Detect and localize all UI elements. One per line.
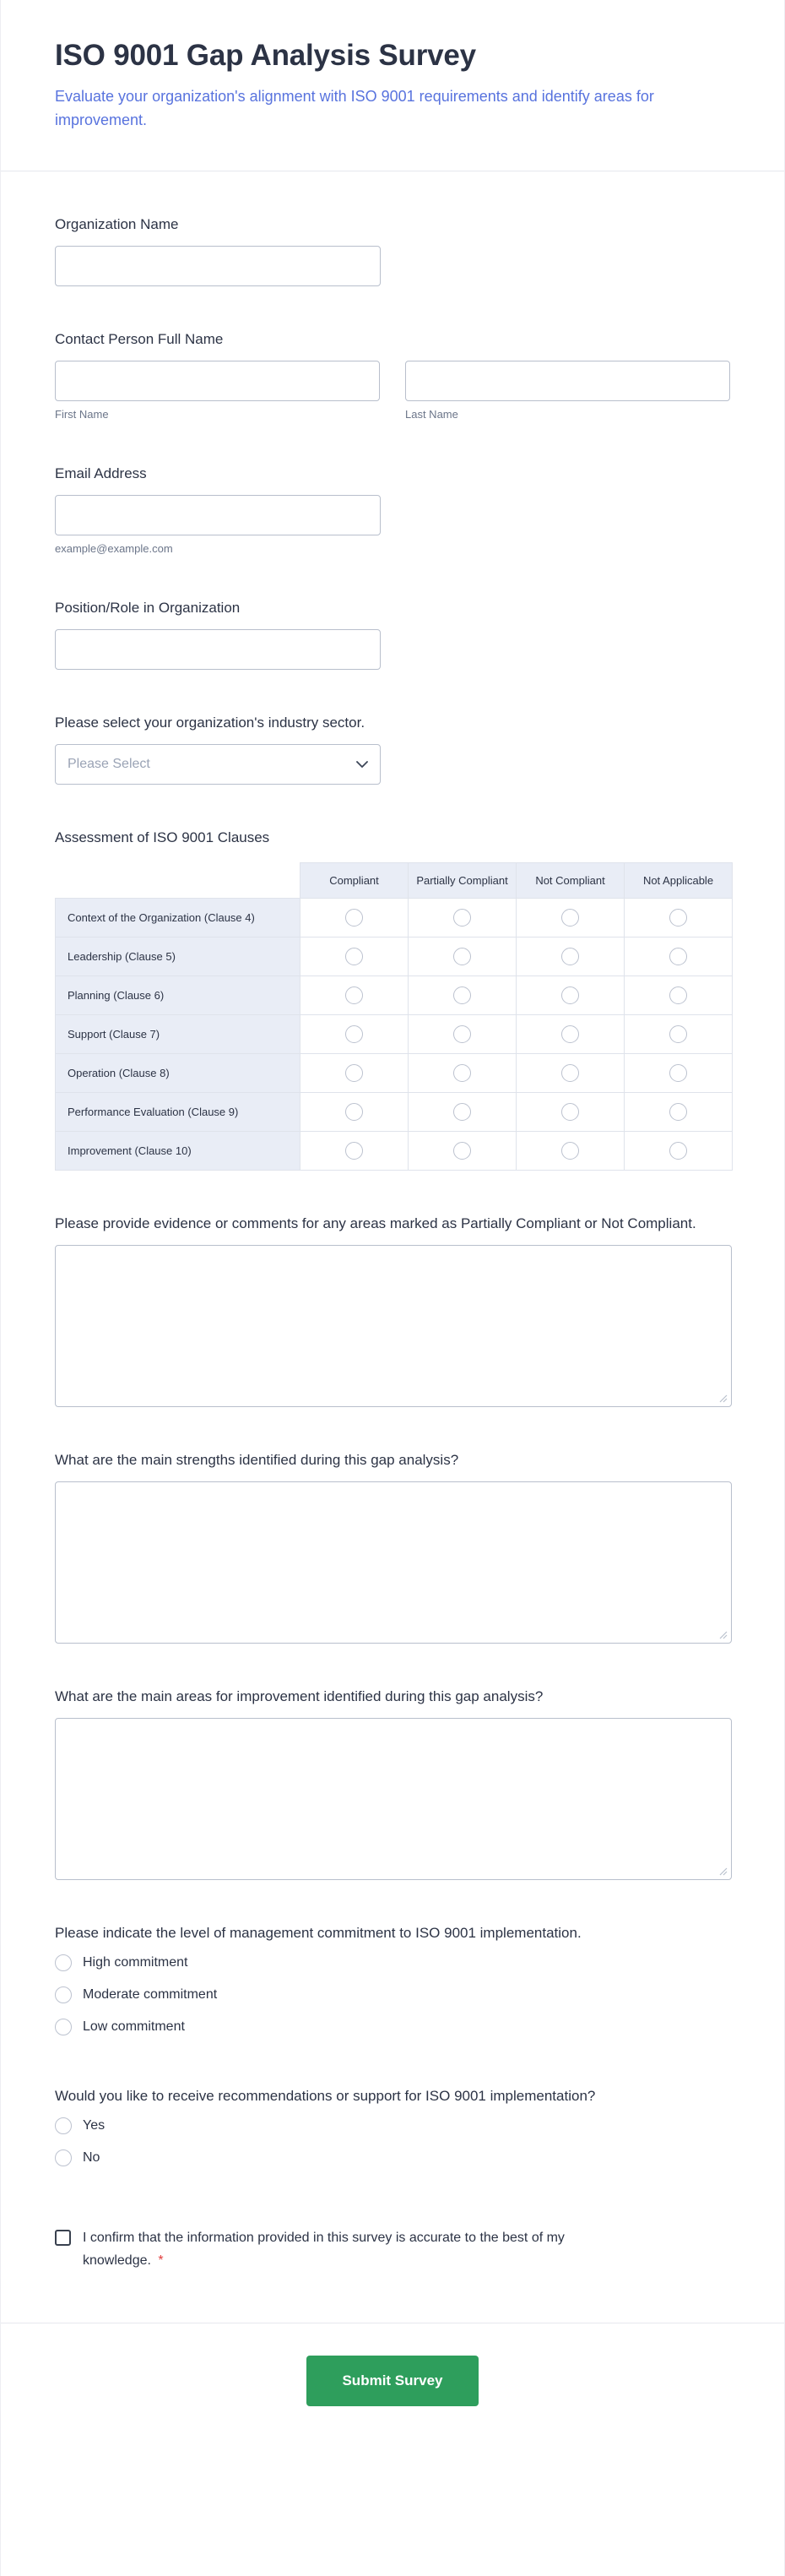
- matrix-radio-icon[interactable]: [453, 1064, 471, 1082]
- matrix-label: Assessment of ISO 9001 Clauses: [55, 829, 270, 845]
- matrix-table: [55, 862, 733, 1171]
- matrix-cell[interactable]: [625, 899, 733, 937]
- matrix-cell[interactable]: [409, 1054, 517, 1093]
- position-label: Position/Role in Organization: [55, 600, 241, 616]
- chevron-down-icon: [356, 761, 368, 769]
- question-strengths: [55, 1449, 730, 1644]
- radio-icon[interactable]: [55, 1986, 72, 2003]
- matrix-cell[interactable]: [517, 899, 625, 937]
- matrix-radio-icon[interactable]: [561, 948, 579, 965]
- improvement-areas-label: What are the main areas for improvement identified during this gap analysis?: [55, 1688, 544, 1704]
- matrix-radio-icon[interactable]: [669, 948, 687, 965]
- matrix-cell[interactable]: [409, 937, 517, 976]
- option-label: Moderate commitment: [83, 1987, 218, 2002]
- question-improvement-areas: [55, 1686, 730, 1880]
- matrix-cell[interactable]: [300, 1093, 409, 1132]
- evidence-label: Please provide evidence or comments for any areas marked as Partially Compliant or Not Compliant.: [55, 1215, 696, 1231]
- last-name-sublabel: Last Name: [405, 408, 458, 421]
- matrix-row: [56, 1132, 733, 1171]
- form-title: ISO 9001 Gap Analysis Survey: [55, 39, 476, 72]
- matrix-radio-icon[interactable]: [561, 1103, 579, 1121]
- option-label: High commitment: [83, 1955, 188, 1970]
- position-input[interactable]: [55, 629, 381, 670]
- matrix-cell[interactable]: [625, 1132, 733, 1171]
- evidence-textarea-wrap: [55, 1245, 732, 1407]
- recommendations-options: [55, 2110, 730, 2174]
- option-label: Low commitment: [83, 2019, 185, 2034]
- matrix-radio-icon[interactable]: [669, 1064, 687, 1082]
- matrix-row-label: Support (Clause 7): [56, 1015, 300, 1054]
- matrix-corner-cell: [56, 863, 300, 899]
- question-email: [55, 463, 730, 555]
- radio-icon[interactable]: [55, 2019, 72, 2035]
- matrix-row: [56, 937, 733, 976]
- matrix-cell[interactable]: [300, 1054, 409, 1093]
- radio-icon[interactable]: [55, 2117, 72, 2134]
- question-organization-name: [55, 214, 730, 286]
- evidence-textarea[interactable]: [55, 1245, 732, 1407]
- matrix-cell[interactable]: [625, 1093, 733, 1132]
- matrix-radio-icon[interactable]: [561, 986, 579, 1004]
- matrix-cell[interactable]: [300, 976, 409, 1015]
- question-matrix: [55, 827, 730, 1171]
- question-industry: [55, 712, 730, 785]
- matrix-cell[interactable]: [409, 976, 517, 1015]
- last-name-input[interactable]: [405, 361, 730, 401]
- industry-label: Please select your organization's industry sector.: [55, 715, 365, 731]
- matrix-radio-icon[interactable]: [669, 1142, 687, 1160]
- submit-button[interactable]: Submit Survey: [306, 2356, 478, 2406]
- confirmation-label: [83, 2226, 636, 2272]
- question-evidence: [55, 1213, 730, 1407]
- first-name-sublabel: First Name: [55, 408, 109, 421]
- radio-icon[interactable]: [55, 1954, 72, 1971]
- matrix-cell[interactable]: [409, 899, 517, 937]
- matrix-radio-icon[interactable]: [561, 909, 579, 927]
- matrix-cell[interactable]: [517, 976, 625, 1015]
- radio-option-moderate-commitment[interactable]: [55, 1979, 730, 2011]
- radio-option-yes[interactable]: [55, 2110, 730, 2142]
- matrix-radio-icon[interactable]: [453, 909, 471, 927]
- matrix-cell[interactable]: [625, 976, 733, 1015]
- matrix-radio-icon[interactable]: [561, 1142, 579, 1160]
- email-sublabel: example@example.com: [55, 542, 173, 555]
- strengths-textarea[interactable]: [55, 1481, 732, 1644]
- matrix-cell[interactable]: [517, 1093, 625, 1132]
- email-label: Email Address: [55, 465, 147, 481]
- email-input[interactable]: [55, 495, 381, 535]
- matrix-cell[interactable]: [300, 899, 409, 937]
- confirmation-checkbox-row[interactable]: [55, 2226, 730, 2272]
- matrix-row: [56, 1054, 733, 1093]
- matrix-radio-icon[interactable]: [561, 1025, 579, 1043]
- matrix-radio-icon[interactable]: [453, 986, 471, 1004]
- confirmation-text: I confirm that the information provided in this survey is accurate to the best of my knowledge.: [83, 2231, 565, 2268]
- matrix-radio-icon[interactable]: [345, 1064, 363, 1082]
- commitment-options: [55, 1947, 730, 2043]
- matrix-cell[interactable]: [300, 1132, 409, 1171]
- question-recommendations: [55, 2085, 730, 2174]
- matrix-row: [56, 976, 733, 1015]
- organization-name-input[interactable]: [55, 246, 381, 286]
- matrix-cell[interactable]: [300, 937, 409, 976]
- first-name-col: [55, 361, 380, 421]
- matrix-row-label: Improvement (Clause 10): [56, 1132, 300, 1171]
- matrix-header-row: [56, 863, 733, 899]
- radio-option-no[interactable]: [55, 2142, 730, 2174]
- required-asterisk: *: [158, 2253, 164, 2268]
- commitment-label: Please indicate the level of management commitment to ISO 9001 implementation.: [55, 1925, 582, 1941]
- matrix-cell[interactable]: [409, 1132, 517, 1171]
- radio-option-low-commitment[interactable]: [55, 2011, 730, 2043]
- matrix-row-label: Performance Evaluation (Clause 9): [56, 1093, 300, 1132]
- matrix-row: [56, 1093, 733, 1132]
- matrix-radio-icon[interactable]: [453, 948, 471, 965]
- matrix-cell[interactable]: [625, 1015, 733, 1054]
- matrix-radio-icon[interactable]: [345, 1103, 363, 1121]
- matrix-column-header: Not Applicable: [625, 863, 733, 899]
- matrix-cell[interactable]: [517, 937, 625, 976]
- matrix-row-label: Context of the Organization (Clause 4): [56, 899, 300, 937]
- matrix-radio-icon[interactable]: [669, 986, 687, 1004]
- matrix-row-label: Planning (Clause 6): [56, 976, 300, 1015]
- recommendations-label: Would you like to receive recommendations or support for ISO 9001 implementation?: [55, 2088, 596, 2104]
- improvement-areas-textarea[interactable]: [55, 1718, 732, 1880]
- matrix-row-label: Operation (Clause 8): [56, 1054, 300, 1093]
- question-contact-person: [55, 329, 730, 421]
- matrix-cell[interactable]: [409, 1093, 517, 1132]
- contact-person-label: Contact Person Full Name: [55, 331, 224, 347]
- matrix-row-label: Leadership (Clause 5): [56, 937, 300, 976]
- matrix-column-header: Compliant: [300, 863, 409, 899]
- strengths-label: What are the main strengths identified during this gap analysis?: [55, 1452, 459, 1468]
- last-name-col: [405, 361, 730, 421]
- radio-icon[interactable]: [55, 2149, 72, 2166]
- matrix-radio-icon[interactable]: [345, 1142, 363, 1160]
- question-commitment: [55, 1922, 730, 2043]
- radio-option-high-commitment[interactable]: [55, 1947, 730, 1979]
- matrix-radio-icon[interactable]: [453, 1142, 471, 1160]
- form-subtitle: Evaluate your organization's alignment with ISO 9001 requirements and identify areas for improvement.: [55, 88, 654, 128]
- form-header: [1, 0, 784, 171]
- matrix-cell[interactable]: [300, 1015, 409, 1054]
- name-row: [55, 361, 730, 421]
- matrix-radio-icon[interactable]: [669, 1103, 687, 1121]
- matrix-cell[interactable]: [409, 1015, 517, 1054]
- organization-name-label: Organization Name: [55, 216, 179, 232]
- matrix-cell[interactable]: [625, 937, 733, 976]
- strengths-textarea-wrap: [55, 1481, 732, 1644]
- form-footer: [1, 2323, 784, 2454]
- matrix-column-header: Not Compliant: [517, 863, 625, 899]
- matrix-radio-icon[interactable]: [453, 1025, 471, 1043]
- matrix-radio-icon[interactable]: [345, 1025, 363, 1043]
- matrix-radio-icon[interactable]: [345, 909, 363, 927]
- matrix-radio-icon[interactable]: [453, 1103, 471, 1121]
- question-position: [55, 597, 730, 670]
- option-label: Yes: [83, 2118, 106, 2133]
- matrix-row: [56, 899, 733, 937]
- improvement-areas-textarea-wrap: [55, 1718, 732, 1880]
- matrix-radio-icon[interactable]: [345, 986, 363, 1004]
- matrix-radio-icon[interactable]: [345, 948, 363, 965]
- matrix-cell[interactable]: [517, 1015, 625, 1054]
- matrix-column-header: Partially Compliant: [409, 863, 517, 899]
- industry-select-placeholder: Please Select: [68, 757, 150, 771]
- matrix-row: [56, 1015, 733, 1054]
- checkbox-icon[interactable]: [55, 2230, 71, 2246]
- matrix-cell[interactable]: [517, 1132, 625, 1171]
- industry-select[interactable]: [55, 744, 381, 785]
- first-name-input[interactable]: [55, 361, 380, 401]
- matrix-radio-icon[interactable]: [561, 1064, 579, 1082]
- option-label: No: [83, 2150, 100, 2165]
- matrix-cell[interactable]: [517, 1054, 625, 1093]
- form-body: [1, 214, 784, 2272]
- matrix-cell[interactable]: [625, 1054, 733, 1093]
- matrix-radio-icon[interactable]: [669, 909, 687, 927]
- matrix-radio-icon[interactable]: [669, 1025, 687, 1043]
